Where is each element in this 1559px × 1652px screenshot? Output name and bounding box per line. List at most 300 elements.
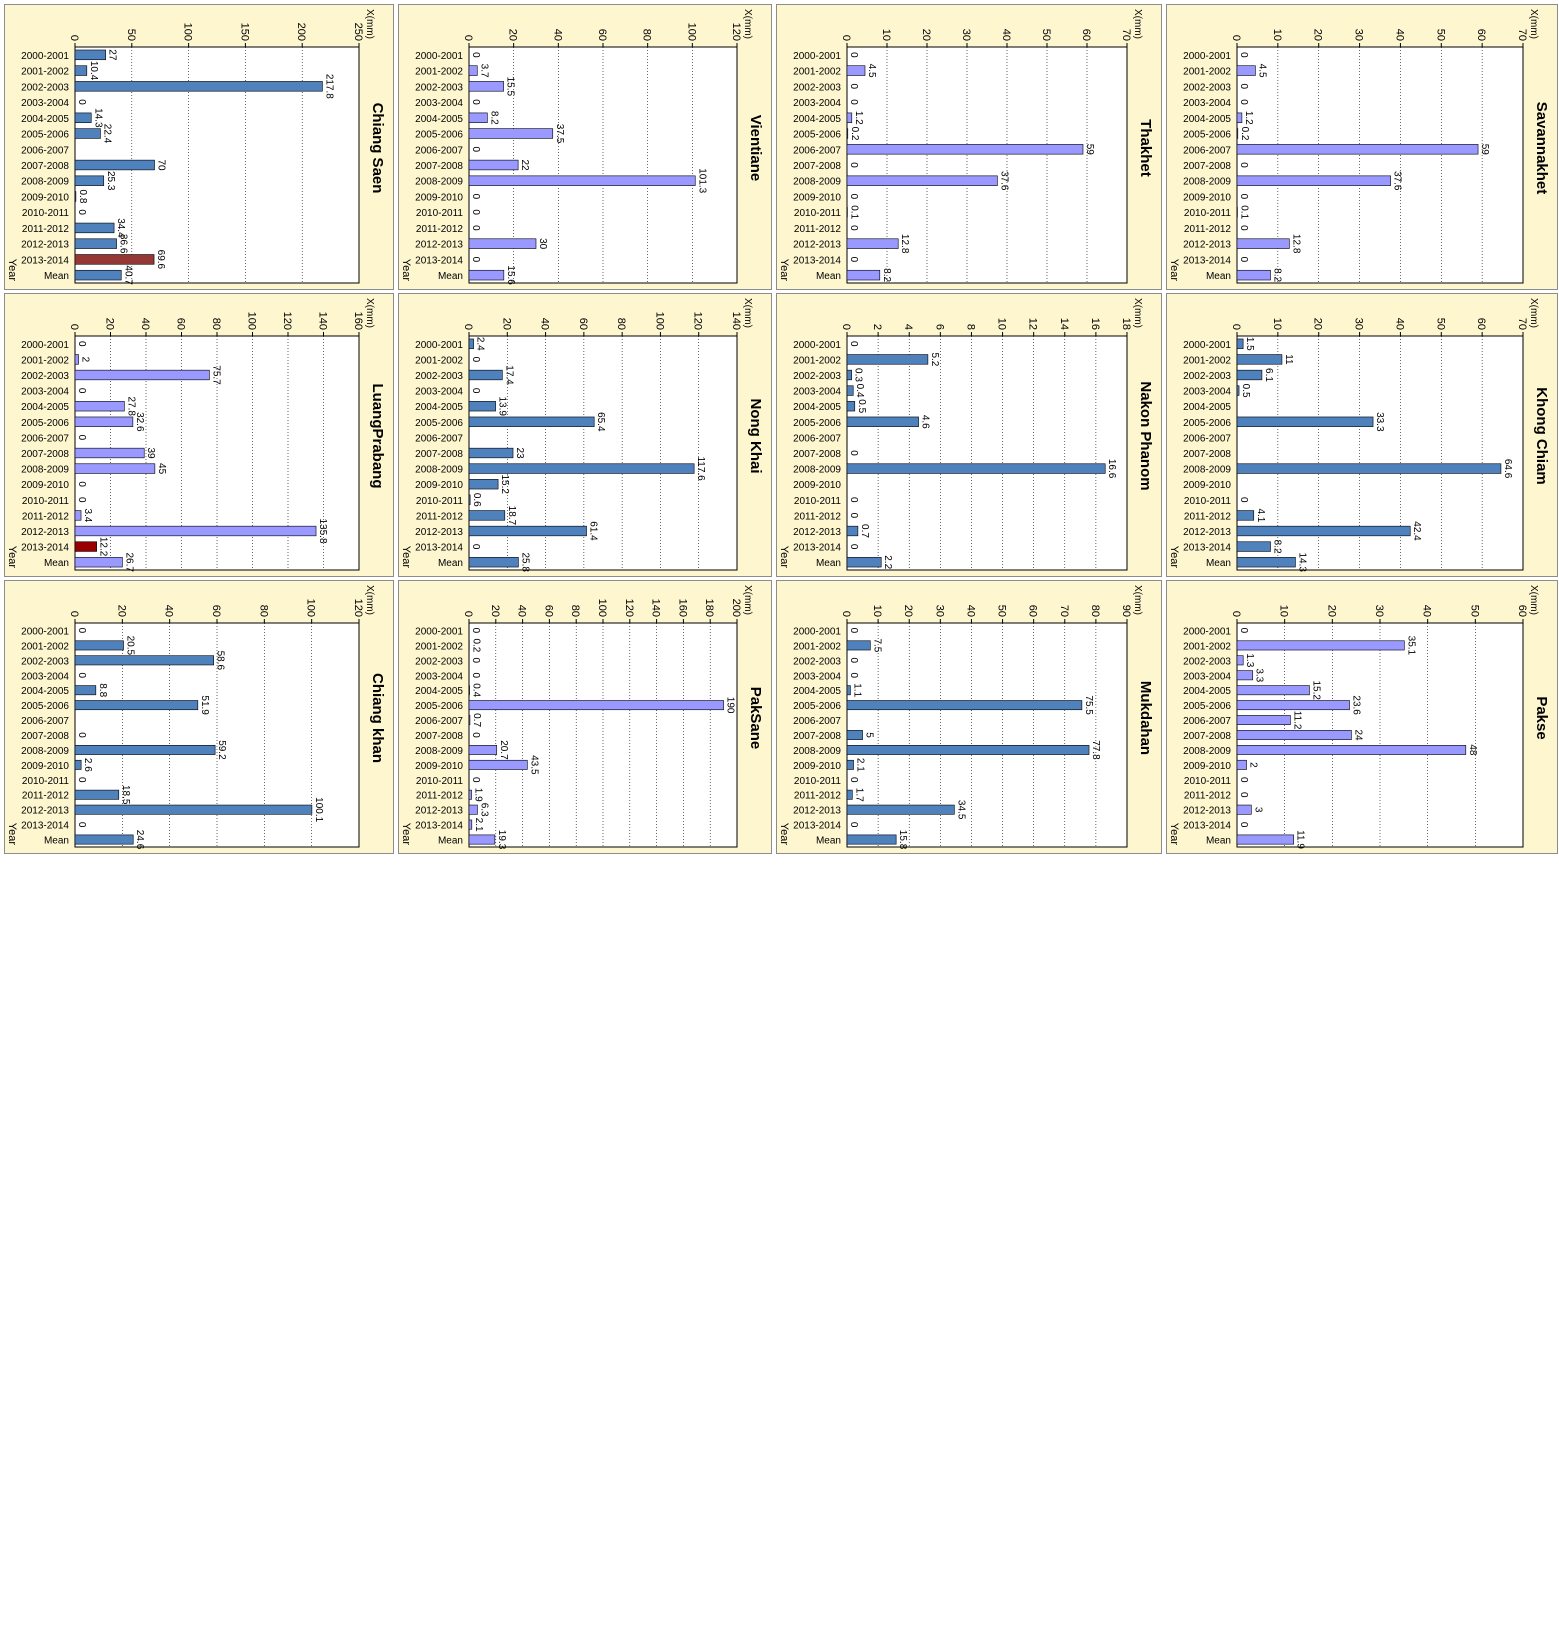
x-tick-label: Mean	[43, 835, 69, 847]
x-tick-label: 2000-2001	[1183, 339, 1231, 351]
x-tick-label: 2012-2013	[21, 239, 69, 251]
x-tick-label: 2002-2003	[21, 82, 69, 94]
y-tick-label: 100	[304, 598, 317, 617]
x-tick-label: 2004-2005	[1183, 113, 1231, 125]
data-label: 15.8	[897, 829, 909, 850]
data-label: 0.5	[855, 399, 867, 414]
chart-title: Vientiane	[747, 114, 764, 182]
bar	[847, 835, 896, 844]
y-tick-label: 4	[902, 323, 915, 330]
x-tick-label: Mean	[815, 835, 841, 847]
data-label: 0	[470, 543, 481, 550]
bar	[75, 526, 316, 536]
x-tick-label: 2012-2013	[1183, 239, 1231, 251]
data-label: 0	[848, 52, 859, 58]
x-tick-label: 2002-2003	[415, 371, 463, 382]
data-label: 13.9	[496, 396, 508, 416]
data-label: 1.2	[852, 110, 864, 125]
data-label: 2.2	[882, 555, 894, 570]
x-tick-label: 2010-2011	[1183, 495, 1231, 507]
x-tick-label: 2012-2013	[21, 805, 69, 817]
data-label: 0.5	[1240, 383, 1252, 398]
bar	[1237, 641, 1404, 650]
x-tick-label: 2005-2006	[1183, 129, 1231, 141]
y-tick-label: 50	[1434, 28, 1447, 41]
x-tick-label: 2003-2004	[415, 98, 463, 110]
x-tick-label: 2005-2006	[21, 129, 69, 141]
x-tick-label: 2006-2007	[415, 716, 463, 728]
data-label: 14.3	[92, 108, 104, 128]
data-label: 70	[155, 159, 167, 171]
y-tick-label: 120	[352, 598, 364, 617]
x-tick-label: 2000-2001	[415, 339, 463, 351]
chart-title: Pakse	[1533, 696, 1550, 740]
x-tick-label: Mean	[1205, 271, 1231, 283]
x-tick-label: 2005-2006	[415, 701, 463, 713]
bar	[1237, 339, 1243, 349]
y-tick-label: 120	[691, 311, 704, 330]
x-tick-label: Mean	[437, 271, 463, 283]
chart-title: Chiang khan	[369, 672, 386, 764]
data-label: 0	[848, 672, 859, 679]
data-label: 8.8	[96, 683, 108, 698]
x-tick-label: 2008-2009	[21, 464, 69, 476]
x-tick-label: 2009-2010	[793, 480, 841, 492]
bar	[1237, 370, 1262, 380]
x-tick-label: 2001-2002	[793, 66, 841, 78]
y-tick-label: 40	[964, 604, 977, 617]
data-label: 0	[470, 732, 481, 738]
y-tick-label: 90	[1120, 604, 1132, 617]
data-label: 1.2	[1242, 110, 1254, 125]
y-tick-label: 120	[622, 598, 635, 617]
x-tick-label: 2003-2004	[21, 671, 69, 683]
x-tick-label: 2010-2011	[793, 208, 841, 220]
data-label: 65.4	[595, 412, 607, 432]
y-axis-label: X(mm)	[364, 298, 375, 328]
data-label: 0	[848, 450, 859, 456]
x-tick-label: Mean	[437, 558, 463, 570]
y-tick-label: 8	[964, 323, 977, 330]
bar	[75, 464, 155, 474]
y-tick-label: 12	[1026, 317, 1039, 330]
bar	[847, 401, 855, 411]
bar	[469, 176, 695, 186]
x-tick-label: 2011-2012	[415, 790, 463, 802]
x-tick-label: Mean	[1205, 558, 1231, 570]
y-tick-label: 70	[1057, 604, 1070, 617]
x-tick-label: 2004-2005	[415, 686, 463, 698]
y-tick-label: 60	[174, 317, 187, 330]
data-label: 75.7	[210, 365, 222, 385]
chart-svg	[399, 581, 773, 855]
x-tick-label: 2011-2012	[793, 790, 841, 802]
data-label: 77.8	[1090, 740, 1102, 760]
data-label: 190	[724, 696, 736, 714]
data-label: 18.5	[119, 784, 131, 805]
x-tick-label: 2004-2005	[793, 402, 841, 414]
y-tick-label: 0	[462, 34, 474, 41]
y-tick-label: 180	[703, 598, 716, 617]
data-label: 25.8	[519, 552, 531, 572]
x-tick-label: 2008-2009	[21, 176, 69, 188]
bar	[847, 730, 863, 739]
y-tick-label: 10	[1277, 604, 1290, 617]
x-tick-label: 2009-2010	[21, 192, 69, 204]
x-tick-label: 2010-2011	[415, 208, 463, 220]
bar	[469, 66, 477, 76]
x-tick-label: 2001-2002	[1183, 66, 1231, 78]
data-label: 0	[1238, 777, 1249, 783]
chart-rotated-frame	[399, 5, 773, 291]
y-tick-label: 40	[551, 28, 564, 41]
chart-title: Khong Chiam	[1533, 387, 1550, 485]
y-tick-label: 140	[730, 311, 742, 330]
y-tick-label: 0	[840, 610, 852, 617]
y-tick-label: 40	[538, 317, 551, 330]
x-axis-label: Year	[400, 258, 412, 281]
y-tick-label: 50	[1468, 604, 1481, 617]
y-tick-label: 200	[295, 22, 308, 41]
chart-panel	[398, 580, 772, 854]
x-tick-label: 2010-2011	[415, 495, 463, 507]
data-label: 59.2	[216, 740, 228, 760]
data-label: 3	[1252, 806, 1264, 813]
bar	[75, 448, 144, 458]
x-tick-label: 2000-2001	[415, 626, 463, 638]
x-tick-label: 2007-2008	[793, 731, 841, 742]
x-tick-label: 2012-2013	[1183, 527, 1231, 538]
x-axis-label: Year	[6, 545, 18, 568]
data-label: 0	[848, 657, 859, 664]
data-label: 39	[145, 447, 157, 459]
data-label: 135.8	[317, 518, 329, 544]
y-tick-label: 80	[615, 317, 628, 330]
data-label: 61.4	[587, 521, 599, 541]
x-tick-label: 2013-2014	[21, 255, 69, 267]
x-tick-label: 2000-2001	[415, 50, 463, 62]
data-label: 43.5	[528, 755, 540, 775]
bar	[847, 355, 928, 365]
x-tick-label: 2000-2001	[21, 50, 69, 62]
x-tick-label: 2005-2006	[793, 129, 841, 141]
bar	[1237, 176, 1391, 186]
data-label: 0.4	[470, 683, 482, 698]
data-label: 27.8	[125, 396, 137, 416]
chart-panel	[4, 4, 394, 290]
data-label: 2.4	[474, 336, 486, 351]
data-label: 0.1	[848, 205, 860, 220]
x-tick-label: 2007-2008	[793, 449, 841, 460]
data-label: 0	[848, 497, 859, 503]
y-tick-label: 20	[506, 28, 519, 41]
x-tick-label: 2013-2014	[793, 255, 841, 267]
bar	[75, 129, 100, 139]
bar	[75, 113, 91, 123]
data-label: 40.7	[122, 265, 134, 285]
data-label: 0	[76, 821, 87, 828]
x-tick-label: 2013-2014	[1183, 255, 1231, 267]
y-tick-label: 40	[1000, 28, 1012, 41]
data-label: 1.7	[853, 787, 865, 802]
data-label: 24.6	[134, 829, 146, 850]
chart-svg	[1167, 581, 1559, 855]
chart-title: Mukdahan	[1137, 680, 1154, 756]
y-tick-label: 100	[685, 22, 698, 41]
data-label: 37.6	[998, 170, 1010, 191]
data-label: 0	[848, 821, 859, 828]
y-tick-label: 80	[569, 604, 582, 617]
y-tick-label: 10	[1270, 317, 1283, 330]
data-label: 0	[76, 777, 87, 783]
data-label: 0	[470, 356, 481, 363]
x-tick-label: 2008-2009	[415, 745, 463, 757]
bar	[1237, 760, 1247, 769]
x-axis-label: Year	[1168, 545, 1180, 568]
data-label: 25.3	[104, 170, 116, 191]
x-tick-label: 2002-2003	[793, 82, 841, 94]
bar	[75, 760, 81, 769]
bar	[847, 370, 852, 380]
y-tick-label: 100	[596, 598, 608, 617]
y-tick-label: 20	[103, 317, 116, 330]
bar	[1237, 511, 1254, 521]
data-label: 117.6	[695, 456, 707, 481]
x-axis-label: Year	[778, 545, 790, 568]
data-label: 22	[519, 159, 531, 171]
y-tick-label: 30	[960, 28, 972, 41]
x-tick-label: 2008-2009	[1183, 464, 1231, 476]
data-label: 0	[470, 193, 481, 200]
bar	[1237, 113, 1242, 123]
x-tick-label: 2013-2014	[793, 542, 841, 554]
y-tick-label: 30	[1352, 317, 1365, 330]
x-tick-label: 2005-2006	[1183, 701, 1231, 713]
x-tick-label: 2012-2013	[793, 239, 841, 251]
chart-svg	[399, 5, 773, 291]
data-label: 14.3	[1296, 552, 1308, 572]
data-label: 8.2	[1271, 268, 1283, 283]
data-label: 1.3	[1244, 653, 1256, 668]
data-label: 5.2	[928, 352, 940, 367]
bar	[75, 355, 79, 365]
x-tick-label: 2012-2013	[1183, 805, 1231, 817]
bar	[75, 656, 214, 665]
y-tick-label: 0	[462, 323, 474, 330]
x-tick-label: 2007-2008	[1183, 731, 1231, 742]
y-tick-label: 0	[462, 610, 474, 617]
y-tick-label: 200	[730, 598, 742, 617]
y-tick-label: 14	[1057, 317, 1070, 330]
x-tick-label: 2011-2012	[1183, 223, 1231, 235]
x-tick-label: 2006-2007	[1183, 433, 1231, 445]
bar	[469, 339, 474, 349]
chart-panel	[398, 4, 772, 290]
data-label: 19.3	[495, 829, 507, 850]
data-label: 217.8	[323, 73, 335, 99]
x-tick-label: 2004-2005	[793, 686, 841, 698]
x-tick-label: 2012-2013	[415, 805, 463, 817]
bar	[1237, 671, 1253, 680]
y-tick-label: 10	[871, 604, 884, 617]
bar	[847, 113, 852, 123]
x-tick-label: 2008-2009	[1183, 745, 1231, 757]
y-tick-label: 0	[1230, 610, 1242, 617]
x-tick-label: 2007-2008	[415, 161, 463, 172]
x-tick-label: 2013-2014	[1183, 820, 1231, 832]
x-tick-label: 2005-2006	[415, 129, 463, 141]
x-tick-label: 2003-2004	[21, 386, 69, 398]
y-tick-label: 150	[238, 22, 251, 41]
data-label: 36.6	[117, 233, 129, 254]
bar	[1237, 464, 1501, 474]
x-tick-label: 2005-2006	[415, 417, 463, 429]
x-tick-label: 2009-2010	[1183, 760, 1231, 772]
x-tick-label: 2003-2004	[793, 671, 841, 683]
chart-svg	[777, 5, 1163, 291]
x-tick-label: 2009-2010	[793, 760, 841, 772]
chart-rotated-frame	[399, 294, 773, 578]
data-label: 8.2	[880, 268, 892, 283]
y-tick-label: 60	[1475, 28, 1488, 41]
data-label: 3.7	[478, 63, 490, 78]
bar	[847, 526, 858, 536]
x-axis-label: Year	[6, 258, 18, 281]
bar	[75, 270, 121, 280]
bar	[847, 701, 1082, 710]
y-tick-label: 30	[1373, 604, 1385, 617]
data-label: 1.1	[851, 683, 863, 698]
bar	[1237, 239, 1289, 249]
y-tick-label: 20	[1311, 317, 1324, 330]
x-tick-label: 2009-2010	[415, 480, 463, 492]
data-label: 0.8	[76, 189, 88, 204]
data-label: 0	[1238, 497, 1249, 503]
data-label: 30	[537, 238, 548, 250]
y-axis-label: X(mm)	[1528, 298, 1539, 328]
data-label: 4.6	[919, 414, 931, 429]
data-label: 0.2	[848, 126, 860, 141]
x-tick-label: 2007-2008	[415, 449, 463, 460]
y-axis-label: X(mm)	[364, 9, 375, 39]
data-label: 11.2	[1291, 710, 1303, 730]
y-axis-label: X(mm)	[1528, 585, 1539, 615]
bar	[847, 129, 848, 139]
data-label: 0	[848, 162, 859, 168]
x-tick-label: 2005-2006	[793, 701, 841, 713]
x-tick-label: 2011-2012	[415, 511, 463, 523]
data-label: 3.3	[1253, 668, 1265, 683]
data-label: 18.7	[505, 505, 517, 526]
x-tick-label: 2002-2003	[793, 371, 841, 382]
x-tick-label: 2010-2011	[21, 775, 69, 787]
y-axis-label: X(mm)	[742, 298, 753, 328]
y-tick-label: 0	[1230, 323, 1242, 330]
bar	[469, 715, 470, 724]
chart-title: Thakhet	[1137, 119, 1154, 177]
data-label: 15.2	[1310, 680, 1322, 700]
y-tick-label: 0	[68, 34, 80, 41]
bar	[1237, 745, 1466, 754]
data-label: 20.7	[497, 740, 509, 760]
data-label: 45	[155, 463, 167, 475]
x-axis-label: Year	[400, 545, 412, 568]
x-tick-label: 2008-2009	[793, 464, 841, 476]
bar	[75, 790, 119, 799]
data-label: 0	[470, 52, 481, 58]
x-tick-label: 2007-2008	[21, 731, 69, 742]
data-label: 12.8	[1290, 233, 1302, 254]
x-tick-label: 2007-2008	[415, 731, 463, 742]
x-tick-label: 2010-2011	[1183, 208, 1231, 220]
bar	[75, 50, 106, 60]
bar	[75, 542, 97, 552]
data-label: 0	[470, 99, 481, 105]
x-axis-label: Year	[778, 822, 790, 845]
x-tick-label: 2002-2003	[1183, 371, 1231, 382]
x-tick-label: 2002-2003	[21, 656, 69, 668]
data-label: 0	[1238, 193, 1249, 200]
bar	[469, 479, 498, 489]
data-label: 0.3	[852, 368, 864, 382]
y-tick-label: 100	[653, 311, 666, 330]
data-label: 23.6	[1350, 695, 1362, 715]
x-tick-label: 2002-2003	[415, 82, 463, 94]
data-label: 0	[470, 225, 481, 231]
x-tick-label: 2011-2012	[1183, 511, 1231, 523]
data-label: 4.5	[1256, 63, 1268, 78]
x-axis-label: Year	[400, 822, 412, 845]
data-label: 75.5	[1082, 695, 1094, 715]
x-tick-label: 2011-2012	[21, 790, 69, 802]
x-tick-label: 2009-2010	[415, 760, 463, 772]
bar	[469, 820, 472, 829]
data-label: 34.4	[115, 218, 127, 238]
bar	[75, 223, 114, 233]
bar	[75, 239, 117, 249]
y-axis-label: X(mm)	[1132, 9, 1143, 39]
x-tick-label: 2001-2002	[21, 66, 69, 78]
bar	[847, 386, 853, 396]
data-label: 0	[470, 146, 481, 153]
data-label: 0.4	[854, 383, 866, 398]
x-tick-label: 2004-2005	[1183, 402, 1231, 414]
bar	[1237, 805, 1251, 814]
y-tick-label: 120	[730, 22, 742, 41]
data-label: 0	[470, 627, 481, 634]
y-tick-label: 140	[316, 311, 329, 330]
x-tick-label: 2009-2010	[415, 192, 463, 204]
bar	[469, 370, 502, 380]
y-axis-label: X(mm)	[364, 585, 375, 615]
data-label: 0	[848, 543, 859, 550]
data-label: 0.2	[1238, 126, 1250, 141]
plot-area	[847, 336, 1127, 570]
y-tick-label: 60	[596, 28, 608, 41]
x-tick-label: 2001-2002	[21, 641, 69, 653]
chart-title: Nakon Phanom	[1137, 381, 1154, 491]
data-label: 0	[848, 627, 859, 634]
x-tick-label: 2011-2012	[415, 223, 463, 235]
y-tick-label: 80	[257, 604, 270, 617]
bar	[1237, 656, 1243, 665]
bar	[1237, 835, 1294, 844]
bar	[1237, 270, 1271, 280]
x-tick-label: 2011-2012	[1183, 790, 1231, 802]
data-label: 20.5	[124, 635, 136, 656]
x-tick-label: 2006-2007	[1183, 716, 1231, 728]
bar	[75, 370, 209, 380]
